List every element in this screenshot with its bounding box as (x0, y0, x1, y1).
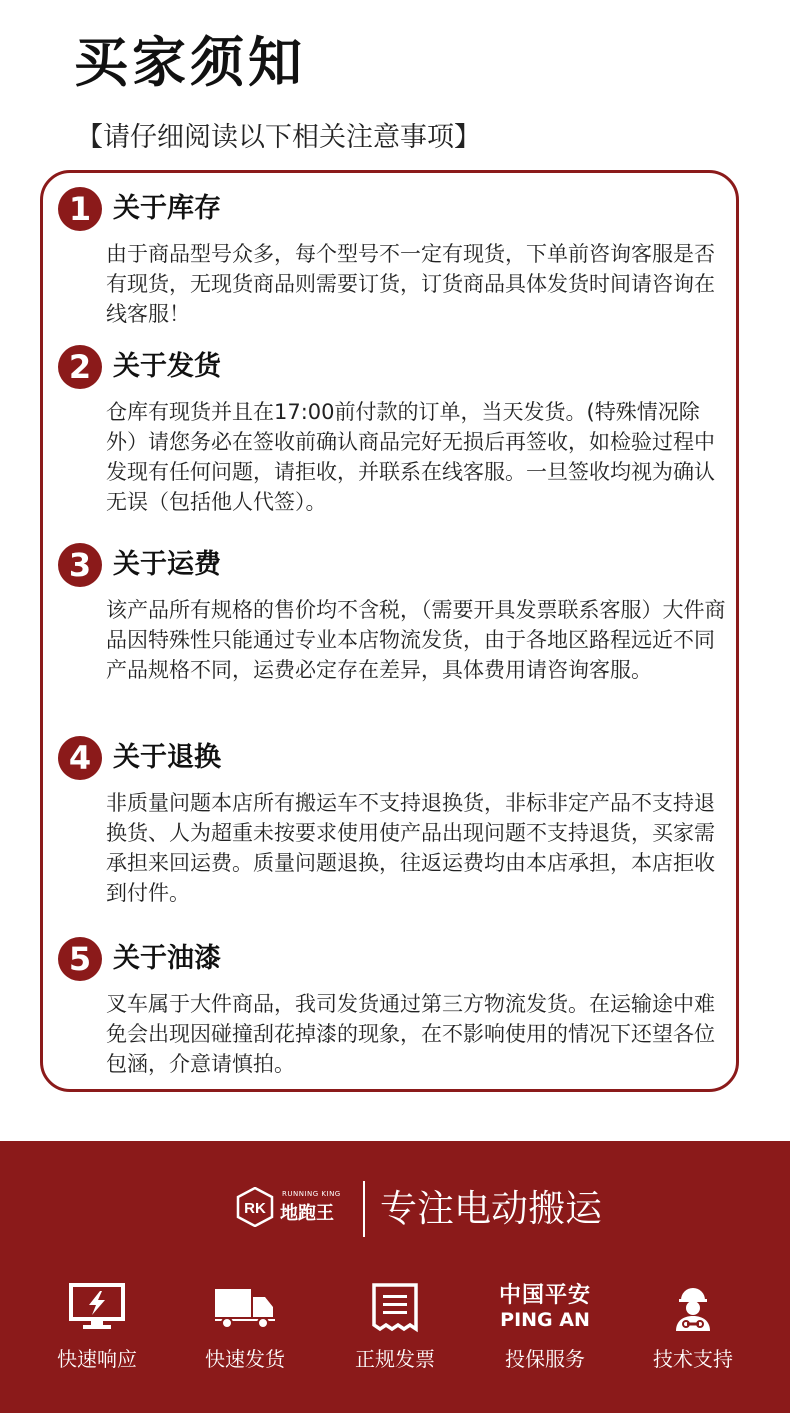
section-title: 关于发货 (113, 351, 221, 382)
service-label: 技术支持 (653, 1347, 733, 1371)
service-tech-support (628, 1283, 758, 1373)
section-body: 叉车属于大件商品，我司发货通过第三方物流发货。在运输途中难免会出现因碰撞刮花掉漆的现象，在不影响使用的情况下还望各位包涵，介意请慎拍。 (106, 992, 715, 1076)
rk-logo-icon (236, 1187, 274, 1227)
brand-logo (236, 1187, 348, 1227)
technician-icon (663, 1283, 723, 1333)
section-body: 非质量问题本店所有搬运车不支持退换货，非标非定产品不支持退换货、人为超重未按要求使用使产品出现问题不支持退货，买家需承担来回运费。质量问题退换，往返运费均由本店承担，本店拒收到付件。 (106, 791, 715, 905)
svg-text:RK: RK (244, 1200, 266, 1217)
section-title: 关于运费 (113, 549, 221, 580)
service-label: 快速发货 (205, 1347, 285, 1371)
service-fast-shipping (180, 1283, 310, 1373)
service-label: 快速响应 (57, 1347, 137, 1371)
section-title: 关于油漆 (113, 943, 221, 974)
page-subtitle: 【请仔细阅读以下相关注意事项】 (76, 122, 481, 153)
brand-divider (363, 1181, 365, 1237)
service-insurance (480, 1283, 610, 1373)
number-badge: 4 (58, 736, 102, 780)
monitor-lightning-icon (67, 1283, 127, 1333)
section-title: 关于退换 (113, 742, 221, 773)
page-title: 买家须知 (74, 31, 306, 94)
logo-english-text: RUNNING KING (282, 1190, 341, 1198)
section-title: 关于库存 (113, 193, 221, 224)
section-body: 仓库有现货并且在17:00前付款的订单，当天发货。(特殊情况除外）请您务必在签收前确认商品完好无损后再签收，如检验过程中发现有任何问题，请拒收，并联系在线客服。一旦签收均视为确认无误（包括他人代签）。 (106, 400, 715, 514)
service-label: 正规发票 (355, 1347, 435, 1371)
brand-slogan: 专注电动搬运 (380, 1187, 602, 1230)
pingan-logo-en: PING AN (500, 1309, 590, 1331)
notice-box (40, 170, 739, 1092)
number-badge: 5 (58, 937, 102, 981)
receipt-icon (365, 1283, 425, 1333)
number-badge: 3 (58, 543, 102, 587)
pingan-logo-cn: 中国平安 (498, 1283, 591, 1308)
footer-banner (0, 1141, 790, 1413)
service-invoice (330, 1283, 460, 1373)
service-fast-response (32, 1283, 162, 1373)
logo-chinese-text: 地跑王 (280, 1203, 334, 1224)
section-body: 该产品所有规格的售价均不含税，（需要开具发票联系客服）大件商品因特殊性只能通过专业本店物流发货，由于各地区路程远近不同产品规格不同，运费必定存在差异，具体费用请咨询客服。 (106, 598, 726, 682)
truck-icon (215, 1283, 275, 1333)
number-badge: 2 (58, 345, 102, 389)
service-label: 投保服务 (505, 1347, 585, 1371)
number-badge: 1 (58, 187, 102, 231)
section-body: 由于商品型号众多，每个型号不一定有现货，下单前咨询客服是否有现货，无现货商品则需要订货，订货商品具体发货时间请咨询在线客服！ (106, 242, 715, 326)
